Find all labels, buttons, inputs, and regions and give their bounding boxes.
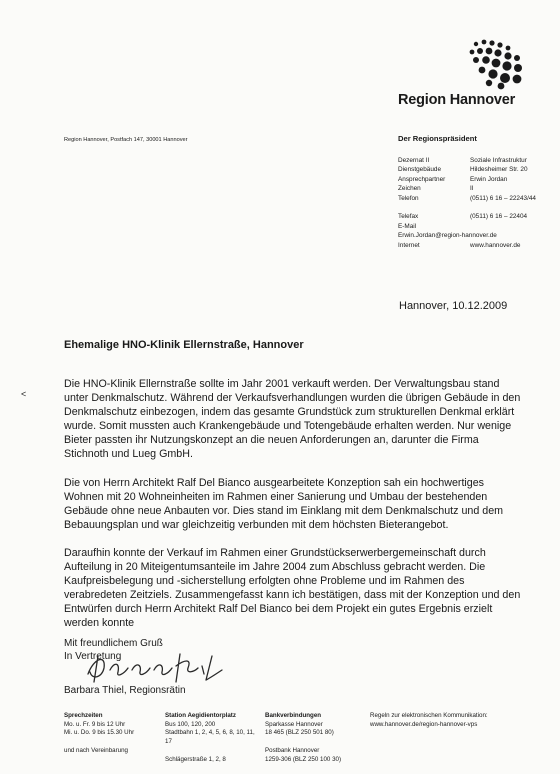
contact-value: Hildesheimer Str. 20 bbox=[470, 166, 528, 174]
contact-row bbox=[398, 165, 560, 174]
contact-value: (0511) 6 16 – 22243/44 bbox=[470, 194, 536, 202]
contact-label: Dienstgebäude bbox=[398, 166, 441, 174]
body-paragraph: Die HNO-Klinik Ellernstraße sollte im Jahr 2001 verkauft werden. Der Verwaltungsbau stand unter Denkmalschutz. Während der Verkaufsverhandlungen wurden die übrigen Gebäude in den Denkmalschutz einbezogen, indem das gesamte Grundstück zum strukturellen Denkmal erklärt wurde. Somit mussten auch Krankengebäude und Totengebäude erhalten werden. Nur wenige Bieter passten ihr Nutzungskonzept an die neuen Anforderungen an, darunter die Firma Stichnoth und Lueg GmbH. bbox=[64, 378, 521, 461]
footer-line: Sparkasse Hannover bbox=[265, 720, 323, 728]
signer-name: Barbara Thiel, Regionsrätin bbox=[64, 685, 186, 696]
footer-web-link[interactable]: www.hannover.de/region-hannover-vps bbox=[370, 720, 478, 728]
footer-line: und nach Vereinbarung bbox=[64, 746, 128, 754]
email-link[interactable]: Erwin.Jordan@region-hannover.de bbox=[398, 232, 497, 240]
footer-heading: Sprechzeiten bbox=[64, 712, 103, 719]
footer-office-hours bbox=[64, 712, 134, 756]
contact-label: Dezernat II bbox=[398, 157, 430, 164]
contact-row bbox=[398, 156, 560, 165]
contact-label: Internet bbox=[398, 241, 420, 249]
office-title: Der Regionspräsident bbox=[398, 134, 477, 143]
footer-bank bbox=[265, 712, 341, 764]
footer-station bbox=[165, 712, 255, 764]
closing-greeting: Mit freundlichem Gruß bbox=[64, 638, 163, 649]
handwritten-signature bbox=[84, 644, 244, 688]
contact-label: Telefax bbox=[398, 213, 419, 221]
region-hannover-logo-icon bbox=[462, 38, 526, 90]
contact-row bbox=[398, 241, 560, 250]
footer-line: Mo. u. Fr. 9 bis 12 Uhr bbox=[64, 720, 126, 728]
footer-electronic-communication bbox=[370, 712, 488, 729]
letter-subject: Ehemalige HNO-Klinik Ellernstraße, Hannover bbox=[64, 339, 304, 351]
contact-row bbox=[398, 175, 560, 184]
contact-value: Erwin Jordan bbox=[470, 175, 508, 183]
contact-row bbox=[398, 212, 560, 221]
footer-heading: Bankverbindungen bbox=[265, 712, 322, 719]
contact-value: II bbox=[470, 185, 474, 193]
footer-line: Schlägerstraße 1, 2, 8 bbox=[165, 755, 226, 763]
letter-date: Hannover, 10.12.2009 bbox=[399, 300, 508, 312]
footer-heading: Station Aegidientorplatz bbox=[165, 712, 236, 719]
footer-spacer bbox=[265, 738, 341, 747]
contact-row bbox=[398, 194, 560, 213]
website-link[interactable]: www.hannover.de bbox=[470, 241, 521, 249]
contact-label: E-Mail bbox=[398, 222, 417, 230]
footer-line: Mi. u. Do. 9 bis 15.30 Uhr bbox=[64, 729, 135, 737]
contact-label: Telefon bbox=[398, 194, 419, 202]
contact-label: Zeichen bbox=[398, 185, 421, 193]
contact-value: (0511) 6 16 – 22404 bbox=[470, 213, 528, 221]
sender-address-line: Region Hannover, Postfach 147, 30001 Hannover bbox=[64, 137, 188, 143]
footer-line: Stadtbahn 1, 2, 4, 5, 6, 8, 10, 11, 17 bbox=[165, 729, 255, 746]
contact-block bbox=[398, 156, 560, 250]
footer-spacer bbox=[64, 738, 134, 747]
contact-label: Ansprechpartner bbox=[398, 175, 446, 183]
footer-line: 18 465 (BLZ 250 501 80) bbox=[265, 729, 334, 737]
contact-value: Soziale Infrastruktur bbox=[470, 157, 527, 164]
footer-line: Postbank Hannover bbox=[265, 746, 320, 754]
brand-name: Region Hannover bbox=[398, 92, 516, 108]
body-paragraph: Die von Herrn Architekt Ralf Del Bianco ausgearbeitete Konzeption sah ein hochwertiges Wohnen mit 20 Wohneinheiten im Rahmen einer Sanierung und Umbau der bestehenden Gebäude ohne neue Anbauten vor. Dies stand im Einklang mit dem Denkmalschutz und dem Bebauungsplan und war gleichzeitig verbunden mit dem höchsten Bieterangebot. bbox=[64, 476, 504, 531]
contact-row bbox=[398, 184, 560, 193]
footer-line: Regeln zur elektronischen Kommunikation: bbox=[370, 712, 488, 719]
footer-line: Bus 100, 120, 200 bbox=[165, 720, 216, 728]
footer-line: 1259-306 (BLZ 250 100 30) bbox=[265, 755, 342, 763]
body-paragraph: Daraufhin konnte der Verkauf im Rahmen einer Grundstückserwerbergemeinschaft durch Aufteilung in 20 Miteigentumsanteile im Jahre 2004 zum Abschluss gebracht werden. Die Kaufpreisbelegung und -sicherstellung erfolgten ohne Probleme und im Rahmen des verabredeten Zeitziels. Zusammengefasst kann ich bestätigen, dass mit der Konzeption und den Entwürfen durch Herrn Architekt Ralf Del Bianco bei dem Projekt ein gutes Ergebnis erzielt werden konnte bbox=[64, 546, 521, 630]
footer-spacer bbox=[165, 747, 255, 756]
closing-proxy: In Vertretung bbox=[64, 651, 122, 662]
margin-mark: < bbox=[21, 389, 27, 399]
contact-row bbox=[398, 222, 560, 241]
letter-body bbox=[64, 377, 526, 645]
